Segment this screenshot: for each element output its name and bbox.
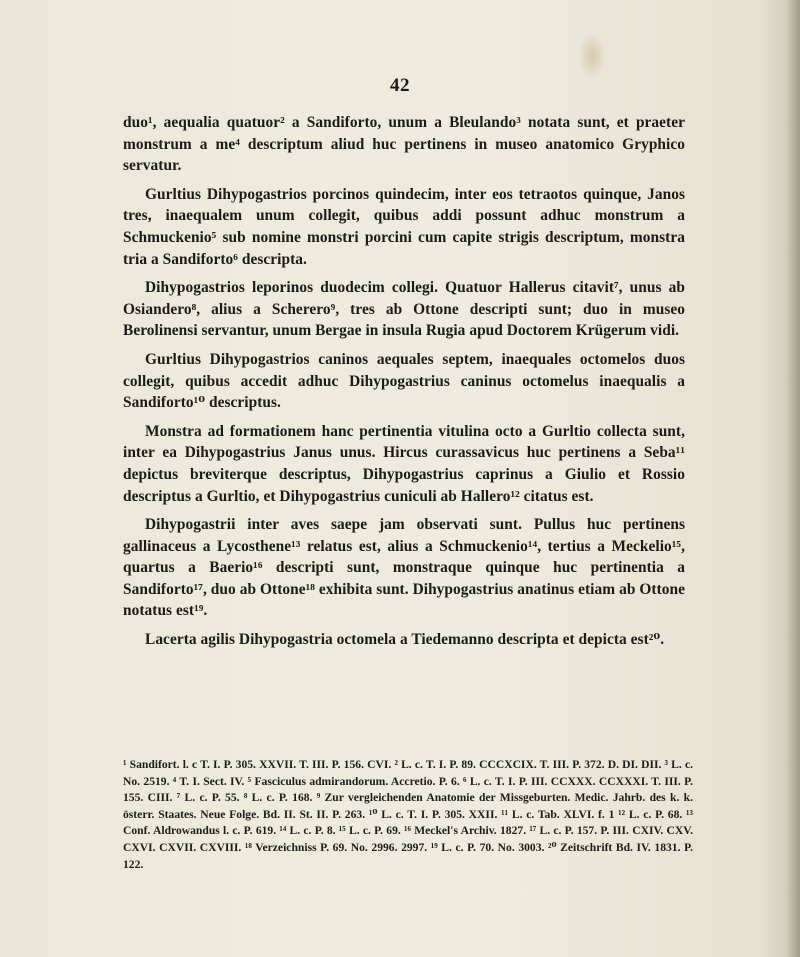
page-edge-shadow — [786, 0, 800, 957]
paragraph: Dihypogastrios leporinos duodecim collegi. Quatuor Hallerus citavit⁷, unus ab Osiandero⁸, alius a Scherero⁹, tres ab Ottone descripti sunt; duo in museo Berolinensi servantur, unum Bergae in insula Rugia apud Doctorem Krügerum vidi. — [123, 279, 685, 340]
footnotes — [123, 757, 693, 873]
footnote-block: ¹ Sandifort. l. c T. I. P. 305. XXVII. T. III. P. 156. CVI. ² L. c. T. I. P. 89. CCCXCIX. T. III. P. 372. D. DI. DII. ³ L. c. No. 2519. ⁴ T. I. Sect. IV. ⁵ Fasciculus admirandorum. Accretio. P. 6. ⁶ L. c. T. I. P. III. CCXXX. CCXXXI. T. III. P. 155. CIII. ⁷ L. c. P. 55. ⁸ L. c. P. 168. ⁹ Zur vergleichenden Anatomie der Missgeburten. Medic. Jahrb. des k. k. österr. Staates. Neue Folge. Bd. II. St. II. P. 263. ¹⁰ L. c. T. I. P. 305. XXII. ¹¹ L. c. Tab. XLVI. f. 1 ¹² L. c. P. 68. ¹³ Conf. Aldrowandus l. c. P. 619. ¹⁴ L. c. P. 8. ¹⁵ L. c. P. 69. ¹⁶ Meckel's Archiv. 1827. ¹⁷ L. c. P. 157. P. III. CXIV. CXV. CXVI. CXVII. CXVIII. ¹⁸ Verzeichniss P. 69. No. 2996. 2997. ¹⁹ L. c. P. 70. No. 3003. ²⁰ Zeitschrift Bd. IV. 1831. P. 122. — [123, 758, 693, 871]
body-text — [123, 112, 685, 658]
paragraph: Lacerta agilis Dihypogastria octomela a Tiedemanno descripta et depicta est²⁰. — [145, 631, 665, 649]
paragraph: duo¹, aequalia quatuor² a Sandiforto, unum a Bleulando³ notata sunt, et praeter monstrum a me⁴ descriptum aliud huc pertinens in museo anatomico Gryphico servatur. — [123, 114, 685, 175]
page-number: 42 — [390, 75, 410, 96]
paragraph: Gurltius Dihypogastrios caninos aequales septem, inaequales octomelos duos collegit, quibus accedit adhuc Dihypogastrius caninus octomelus inaequalis a Sandiforto¹⁰ descriptus. — [123, 350, 685, 412]
paragraph: Dihypogastrii inter aves saepe jam observati sunt. Pullus huc pertinens gallinaceus a Lycosthene¹³ relatus est, alius a Schmuckenio¹⁴, tertius a Meckelio¹⁵, quartus a Baerio¹⁶ descripti sunt, monstraque quinque huc pertinentia a Sandiforto¹⁷, duo ab Ottone¹⁸ exhibita sunt. Dihypogastrius anatinus etiam ab Ottone notatus est¹⁹. — [123, 516, 685, 620]
paragraph: Gurltius Dihypogastrios porcinos quindecim, inter eos tetraotos quinque, Janos tres, inaequalem unum collegit, quibus addi possunt adhuc monstrum a Schmuckenio⁵ sub nomine monstri porcini cum capite strigis descriptum, monstra tria a Sandiforto⁶ descripta. — [123, 185, 685, 268]
paper-stain — [578, 32, 606, 80]
paragraph: Monstra ad formationem hanc pertinentia vitulina octo a Gurltio collecta sunt, inter ea Dihypogastrius Janus unus. Hircus curassavicus huc pertinens a Seba¹¹ depictus breviterque descriptus, Dihypogastrius caprinus a Giulio et Rossio descriptus a Gurltio, et Dihypogastrius cuniculi ab Hallero¹² citatus est. — [123, 422, 685, 505]
